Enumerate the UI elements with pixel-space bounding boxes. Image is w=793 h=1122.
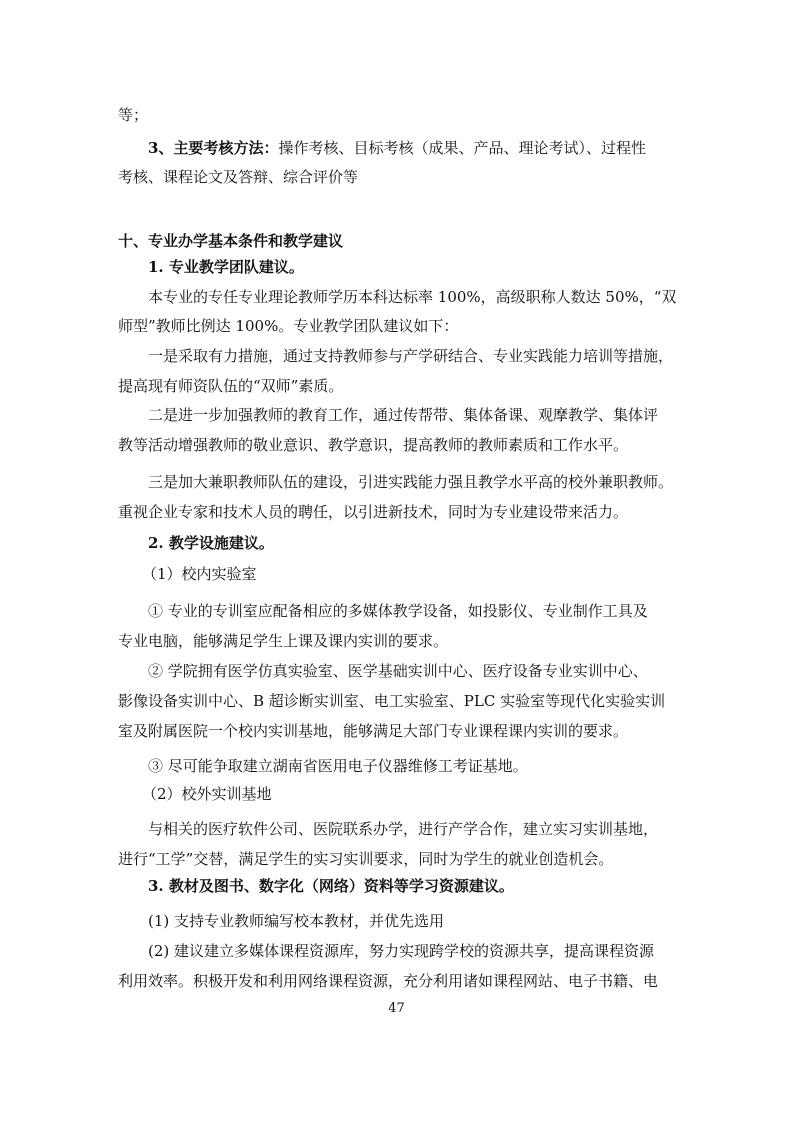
text-line: 考核、课程论文及答辩、综合评价等 xyxy=(118,168,359,186)
text-line: 一是采取有力措施，通过支持教师参与产学研结合、专业实践能力培训等措施， xyxy=(148,347,674,365)
text-line: 提高现有师资队伍的“双师”素质。 xyxy=(118,377,344,395)
text-line: 利用效率。积极开发和利用网络课程资源，充分利用诸如课程网站、电子书籍、电 xyxy=(118,972,659,990)
assessment-methods-text: 操作考核、目标考核（成果、产品、理论考试）、过程性 xyxy=(278,139,646,157)
text-line: 教等活动增强教师的敬业意识、教学意识，提高教师的教师素质和工作水平。 xyxy=(118,436,629,454)
text-line: 与相关的医疗软件公司、医院联系办学，进行产学合作，建立实习实训基地， xyxy=(148,820,659,838)
text-line: 重视企业专家和技术人员的聘任，以引进新技术，同时为专业建设带来活力。 xyxy=(118,503,629,521)
subsection-heading-1: 1. 专业教学团队建议。 xyxy=(148,258,304,276)
text-line: 师型”教师比例达 100%。专业教学团队建议如下： xyxy=(118,317,459,335)
text-line: （1）校内实验室 xyxy=(142,565,257,583)
text-line: (1) 支持专业教师编写校本教材，并优先选用 xyxy=(148,912,445,930)
section-heading: 十、专业办学基本条件和教学建议 xyxy=(118,232,344,250)
text-line: (2) 建议建立多媒体课程资源库，努力实现跨学校的资源共享，提高课程资源 xyxy=(148,942,655,960)
assessment-methods-label: 3、主要考核方法： xyxy=(148,139,279,157)
text-line: ② 学院拥有医学仿真实验室、医学基础实训中心、医疗设备专业实训中心、 xyxy=(148,662,648,680)
text-line: 室及附属医院一个校内实训基地，能够满足大部门专业课程课内实训的要求。 xyxy=(118,722,629,740)
page-number: 47 xyxy=(388,1001,405,1016)
text-line: 专业电脑，能够满足学生上课及课内实训的要求。 xyxy=(118,632,449,650)
assessment-methods-paragraph xyxy=(0,137,793,159)
subsection-heading-2: 2. 教学设施建议。 xyxy=(148,534,274,552)
text-line: （2）校外实训基地 xyxy=(142,785,272,803)
subsection-heading-3: 3. 教材及图书、数字化（网络）资料等学习资源建议。 xyxy=(148,877,514,895)
text-line: 进行“工学”交替，满足学生的实习实训要求，同时为学生的就业创造机会。 xyxy=(118,850,614,868)
text-line: 三是加大兼职教师队伍的建设，引进实践能力强且教学水平高的校外兼职教师。 xyxy=(148,473,674,491)
text-line: 二是进一步加强教师的教育工作，通过传帮带、集体备课、观摩教学、集体评 xyxy=(148,406,659,424)
text-line-continuation: 等； xyxy=(118,106,149,124)
text-line: ① 专业的专训室应配备相应的多媒体教学设备，如投影仪、专业制作工具及 xyxy=(148,602,648,620)
text-line: 本专业的专任专业理论教师学历本科达标率 100%，高级职称人数达 50%，“双 xyxy=(148,288,677,306)
text-line: ③ 尽可能争取建立湖南省医用电子仪器维修工考证基地。 xyxy=(148,757,528,775)
text-line: 影像设备实训中心、B 超诊断实训室、电工实验室、PLC 实验室等现代化实验实训 xyxy=(118,692,666,710)
